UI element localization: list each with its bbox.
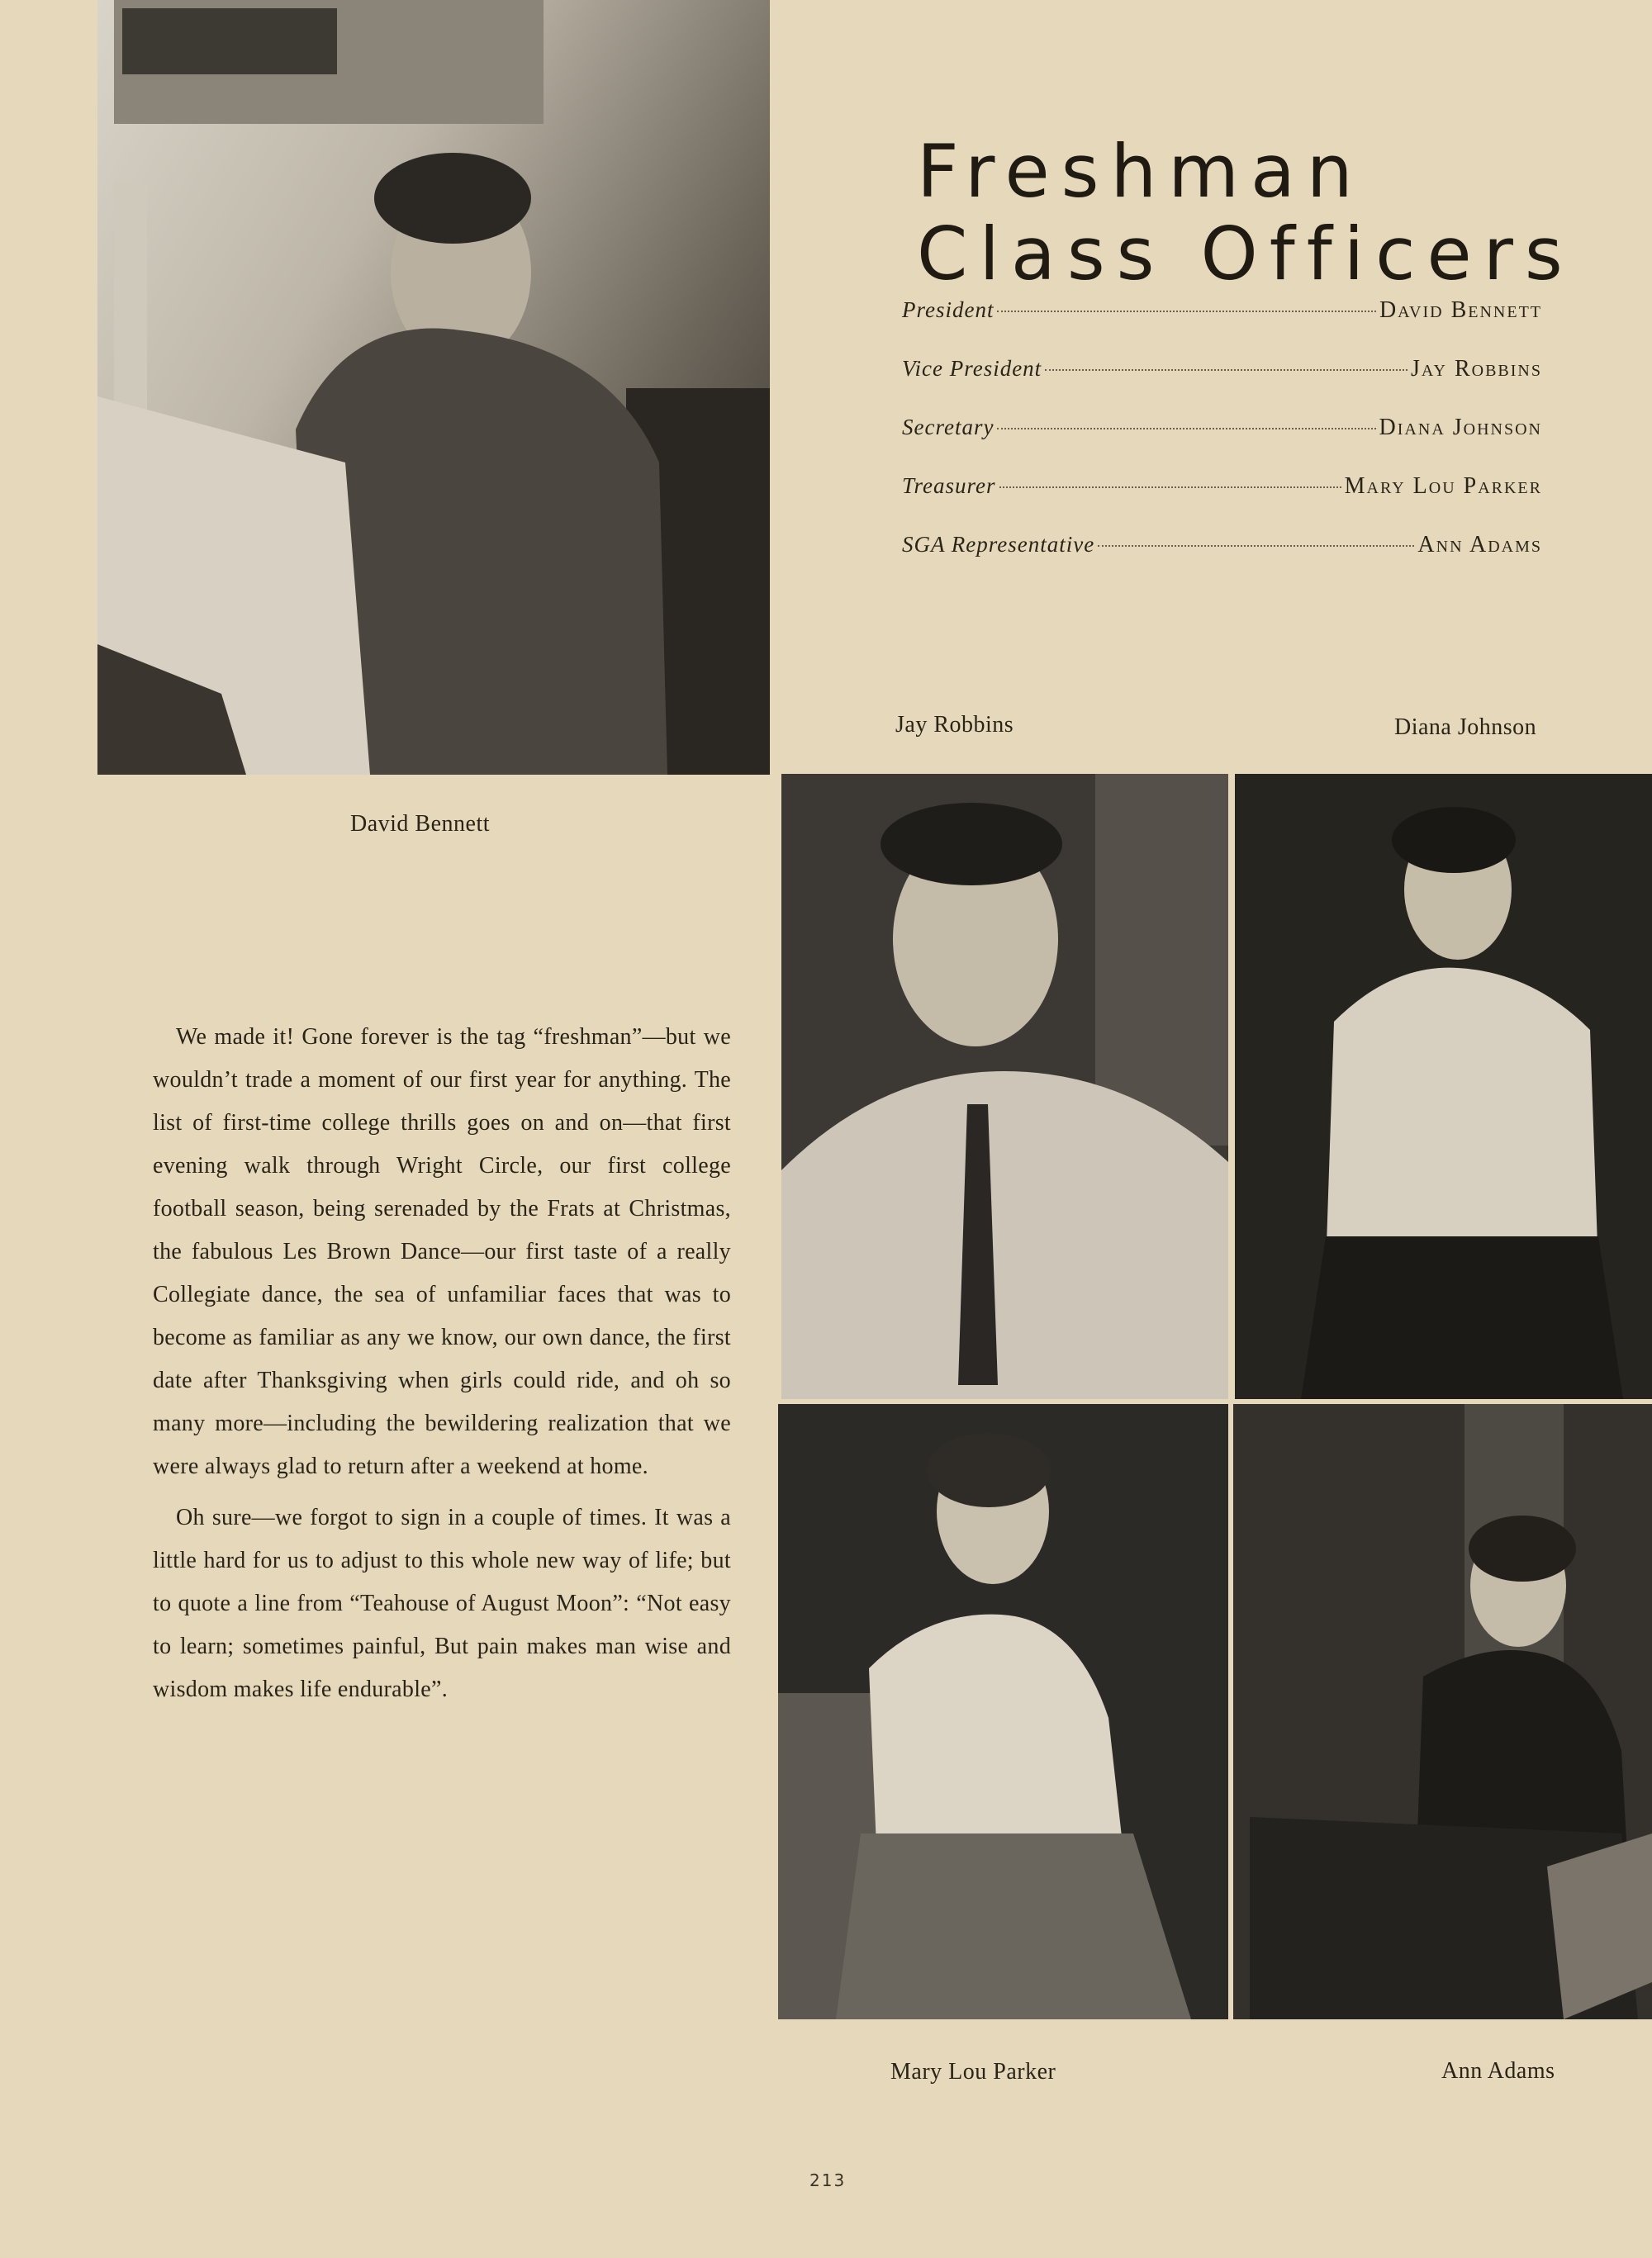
- leader-dots: [1098, 545, 1414, 547]
- leader-dots: [997, 428, 1375, 429]
- officer-name: Ann Adams: [1417, 532, 1542, 557]
- officer-row-president: [902, 297, 1542, 356]
- officer-role: SGA Representative: [902, 532, 1095, 557]
- caption-david-bennett: David Bennett: [350, 811, 491, 837]
- officer-row-treasurer: [902, 473, 1542, 532]
- caption-jay-robbins: Jay Robbins: [895, 712, 1014, 738]
- photo-mary-lou-parker: [778, 1404, 1228, 2019]
- page-number: 213: [809, 2170, 847, 2190]
- story-paragraph-2: Oh sure—we forgot to sign in a couple of times. It was a little hard for us to adjust to this whole new way of life; but to quote a line from “Teahouse of August Moon”: “Not easy to learn; sometimes painful, But pain makes man wise and wisdom makes life endurable”.: [153, 1505, 731, 1702]
- officer-role: President: [902, 297, 995, 322]
- officer-name: Mary Lou Parker: [1344, 473, 1542, 499]
- caption-mary-lou-parker: Mary Lou Parker: [890, 2059, 1056, 2085]
- officer-row-secretary: [902, 415, 1542, 473]
- leader-dots: [1045, 369, 1408, 371]
- photo-jay-robbins: [781, 774, 1228, 1399]
- photo-diana-johnson: [1235, 774, 1652, 1399]
- story-paragraph-1: We made it! Gone forever is the tag “freshman”—but we wouldn’t trade a moment of our first year for anything. The list of first-time college thrills goes on and on—that first evening walk through Wright Circle, our first college football season, being serenaded by the Frats at Christmas, the fabulous Les Brown Dance—our first taste of a really Collegiate dance, the sea of unfamiliar faces that was to become as familiar as any we know, our own dance, the first date after Thanksgiving when girls could ride, and oh so many more—including the bewildering realization that we were always glad to return after a weekend at home.: [153, 1024, 731, 1479]
- photo-ann-adams: [1233, 1404, 1652, 2019]
- officer-role: Vice President: [902, 356, 1042, 381]
- title-line-1: Freshman: [917, 129, 1365, 214]
- story-text: [153, 1016, 731, 1720]
- officer-name: Diana Johnson: [1379, 415, 1542, 440]
- caption-ann-adams: Ann Adams: [1441, 2058, 1555, 2084]
- page-title: [917, 130, 1578, 296]
- officer-role: Treasurer: [902, 473, 996, 498]
- officer-row-sga-representative: [902, 532, 1542, 591]
- caption-diana-johnson: Diana Johnson: [1394, 714, 1537, 740]
- photo-david-bennett: [97, 0, 770, 775]
- officer-name: David Bennett: [1379, 297, 1542, 323]
- leader-dots: [997, 311, 1375, 312]
- officer-list: [902, 297, 1542, 591]
- title-line-2: Class Officers: [917, 211, 1574, 296]
- officer-row-vice-president: [902, 356, 1542, 415]
- officer-role: Secretary: [902, 415, 995, 439]
- leader-dots: [999, 486, 1341, 488]
- officer-name: Jay Robbins: [1411, 356, 1542, 382]
